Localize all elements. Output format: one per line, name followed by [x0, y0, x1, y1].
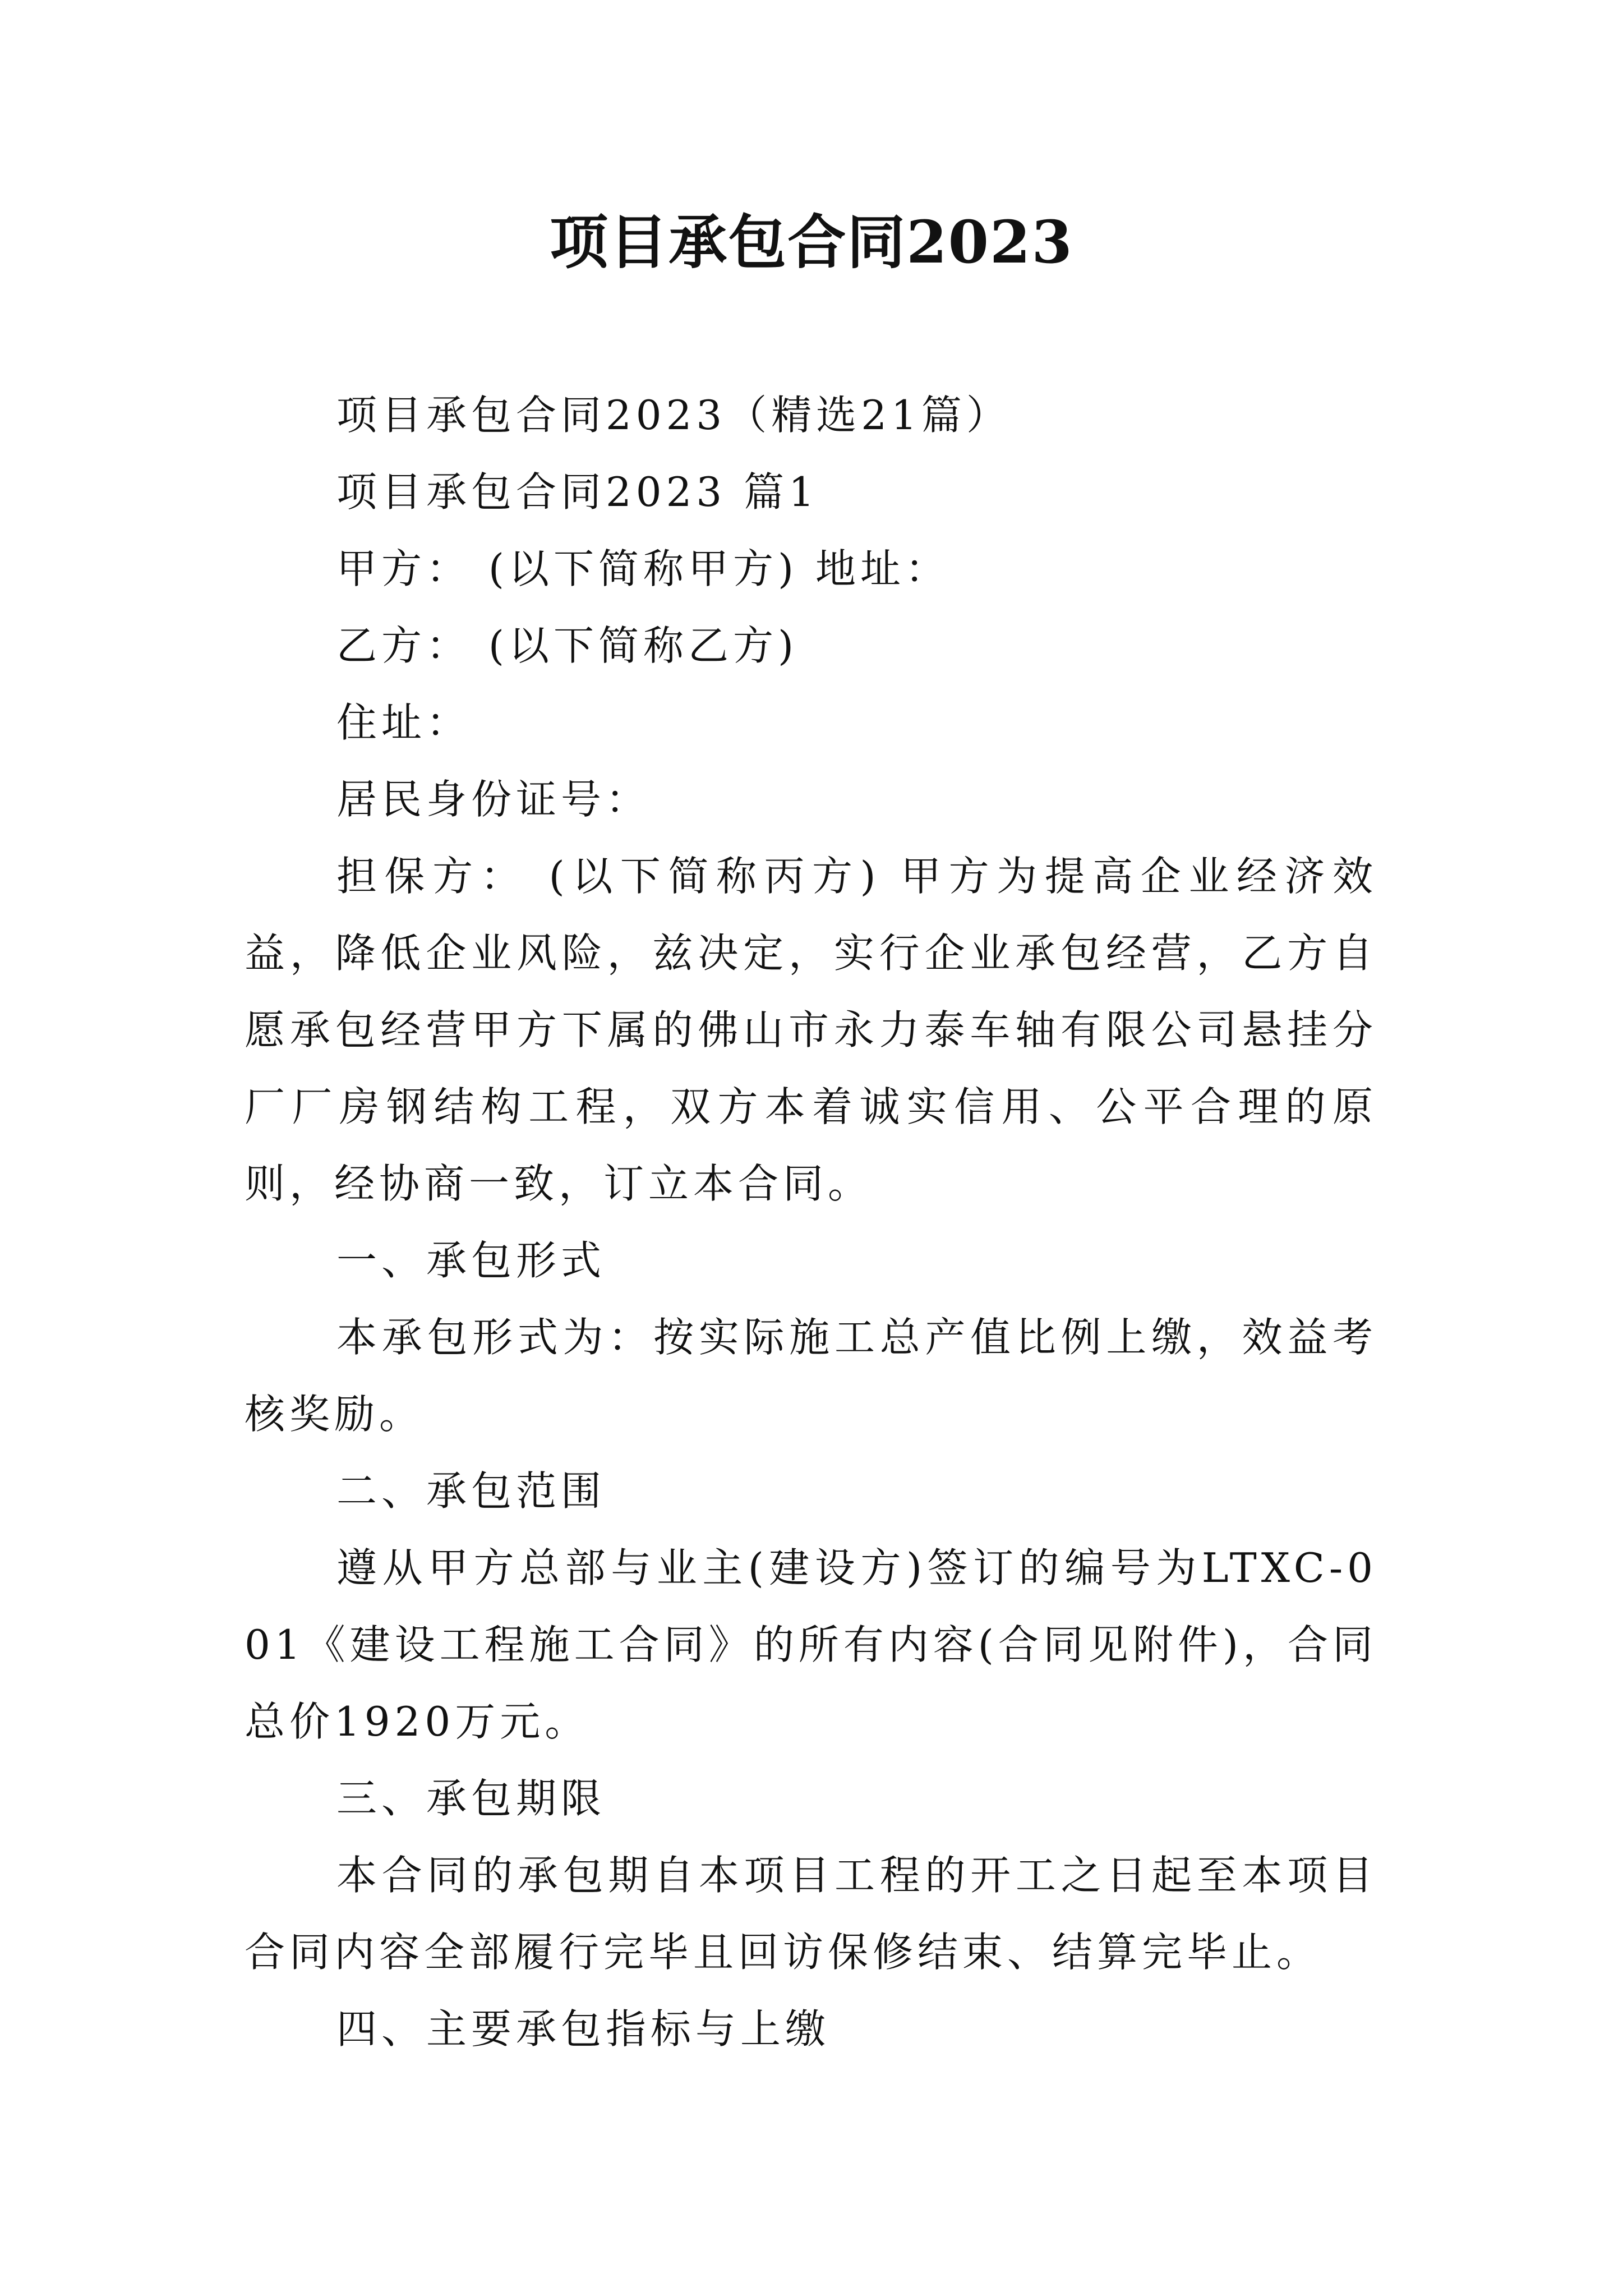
paragraph-party-a: 甲方： (以下简称甲方) 地址： [336, 545, 950, 592]
heading-main-indicators: 四、主要承包指标与上缴 [336, 2005, 831, 2053]
paragraph-contract-term: 本合同的承包期自本项目工程的开工之日起至本项目合同内容全部履行完毕且回访保修结束、结算完毕止。 [245, 1852, 1377, 1976]
paragraph-contract-form: 本承包形式为：按实际施工总产值比例上缴，效益考核奖励。 [245, 1314, 1377, 1438]
paragraph-party-b: 乙方： (以下简称乙方) [336, 622, 799, 669]
paragraph-collection-title: 项目承包合同2023（精选21篇） [336, 392, 1011, 439]
document-body [245, 377, 1377, 2068]
paragraph-section-heading: 项目承包合同2023 篇1 [336, 468, 819, 516]
paragraph-id-number: 居民身份证号： [336, 776, 651, 823]
heading-contract-term: 三、承包期限 [336, 1775, 606, 1822]
heading-contract-scope: 二、承包范围 [336, 1467, 606, 1515]
paragraph-guarantor: 担保方： (以下简称丙方) 甲方为提高企业经济效益，降低企业风险，兹决定，实行企业承包经营，乙方自愿承包经营甲方下属的佛山市永力泰车轴有限公司悬挂分厂厂房钢结构工程，双方本着诚实信用、公平合理的原则，经协商一致，订立本合同。 [245, 853, 1377, 1207]
paragraph-address: 住址： [336, 699, 472, 746]
document-title: 项目承包合同2023 [550, 208, 1073, 277]
paragraph-contract-scope: 遵从甲方总部与业主(建设方)签订的编号为LTXC-001《建设工程施工合同》的所有内容(合同见附件)，合同总价1920万元。 [245, 1544, 1377, 1745]
heading-contract-form: 一、承包形式 [336, 1237, 606, 1284]
